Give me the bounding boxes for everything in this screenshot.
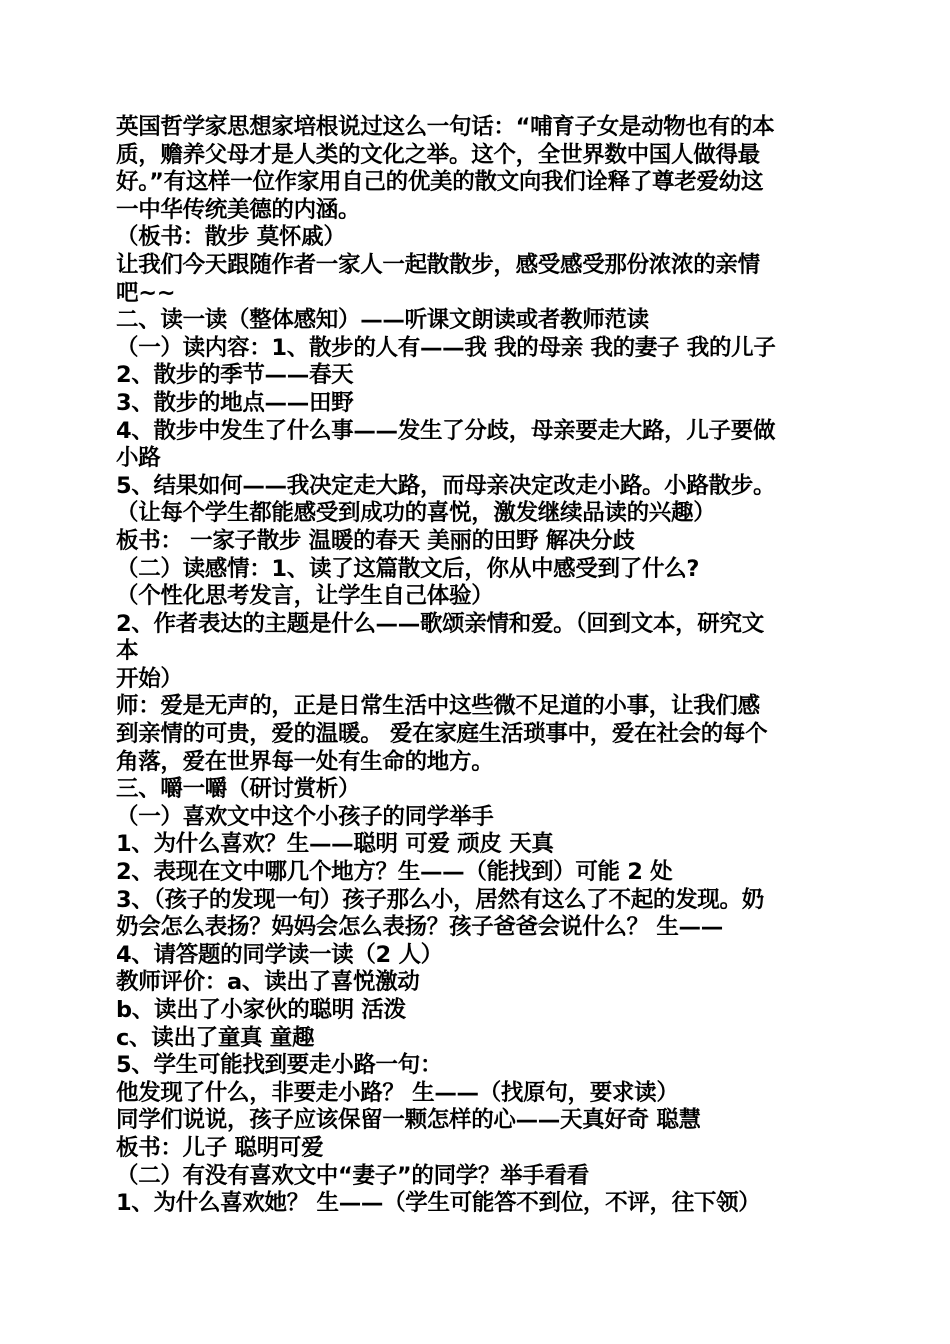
text-line: 5、结果如何——我决定走大路，而母亲决定改走小路。小路散步。 — [116, 472, 776, 499]
section-heading: 三、嚼一嚼（研讨赏析） — [116, 776, 361, 803]
text-line: （二）读感情：1、读了这篇散文后，你从中感受到了什么? — [116, 555, 700, 582]
text-line: 1、为什么喜欢？生——聪明 可爱 顽皮 天真 — [116, 831, 554, 858]
text-line: （一）喜欢文中这个小孩子的同学举手 — [116, 803, 494, 830]
text-line: 5、学生可能找到要走小路一句： — [116, 1052, 443, 1079]
section-heading: 二、读一读（整体感知）——听课文朗读或者教师范读 — [116, 307, 649, 334]
text-line: 奶会怎么表扬？妈妈会怎么表扬？孩子爸爸会说什么？ 生—— — [116, 914, 723, 941]
text-line: 3、散步的地点——田野 — [116, 389, 354, 416]
text-line: 角落，爱在世界每一处有生命的地方。 — [116, 748, 494, 775]
text-line: （板书：散步 莫怀戚） — [116, 224, 346, 251]
text-line: 让我们今天跟随作者一家人一起散散步，感受感受那份浓浓的亲情 — [116, 251, 760, 278]
text-line: 4、请答题的同学读一读（2 人） — [116, 941, 443, 968]
text-line: 板书：儿子 聪明可爱 — [116, 1134, 324, 1161]
text-line: c、读出了童真 童趣 — [116, 1024, 315, 1051]
text-line: 师：爱是无声的，正是日常生活中这些微不足道的小事，让我们感 — [116, 693, 760, 720]
text-line: 2、表现在文中哪几个地方？生——（能找到）可能 2 处 — [116, 859, 673, 886]
text-line: 好。”有这样一位作家用自己的优美的散文向我们诠释了尊老爱幼这 — [116, 169, 764, 196]
text-line: 英国哲学家思想家培根说过这么一句话：“哺育子女是动物也有的本 — [116, 114, 775, 140]
text-line: 本 — [116, 638, 139, 665]
text-line: （一）读内容：1、散步的人有——我 我的母亲 我的妻子 我的儿子 — [116, 334, 776, 361]
text-line: 4、散步中发生了什么事——发生了分歧，母亲要走大路，儿子要做 — [116, 417, 776, 444]
text-line: 板书： 一家子散步 温暖的春天 美丽的田野 解决分歧 — [116, 527, 635, 554]
text-line: 质，赡养父母才是人类的文化之举。这个，全世界数中国人做得最 — [116, 141, 760, 168]
document-page — [116, 114, 836, 1218]
text-line: 同学们说说，孩子应该保留一颗怎样的心——天真好奇 聪慧 — [116, 1107, 701, 1134]
text-line: 2、散步的季节——春天 — [116, 362, 354, 389]
text-line: 小路 — [116, 445, 161, 472]
text-line: （让每个学生都能感受到成功的喜悦，激发继续品读的兴趣） — [116, 500, 716, 527]
text-line: 开始） — [116, 665, 183, 692]
text-line: 3、（孩子的发现一句）孩子那么小，居然有这么了不起的发现。奶 — [116, 886, 764, 913]
text-line: 2、作者表达的主题是什么——歌颂亲情和爱。（回到文本，研究文 — [116, 610, 764, 637]
text-line: b、读出了小家伙的聪明 活泼 — [116, 997, 406, 1023]
text-line: 一中华传统美德的内涵。 — [116, 196, 361, 223]
text-line: （个性化思考发言，让学生自己体验） — [116, 583, 494, 610]
text-line: （二）有没有喜欢文中“妻子”的同学？举手看看 — [116, 1162, 589, 1189]
text-line: 教师评价：a、读出了喜悦激动 — [116, 969, 420, 996]
text-line: 吧~~ — [116, 279, 176, 306]
text-line: 他发现了什么，非要走小路？ 生——（找原句，要求读） — [116, 1079, 679, 1106]
text-line: 1、为什么喜欢她？ 生——（学生可能答不到位，不评，往下领） — [116, 1190, 761, 1217]
text-line: 到亲情的可贵，爱的温暖。 爱在家庭生活琐事中，爱在社会的每个 — [116, 721, 768, 748]
